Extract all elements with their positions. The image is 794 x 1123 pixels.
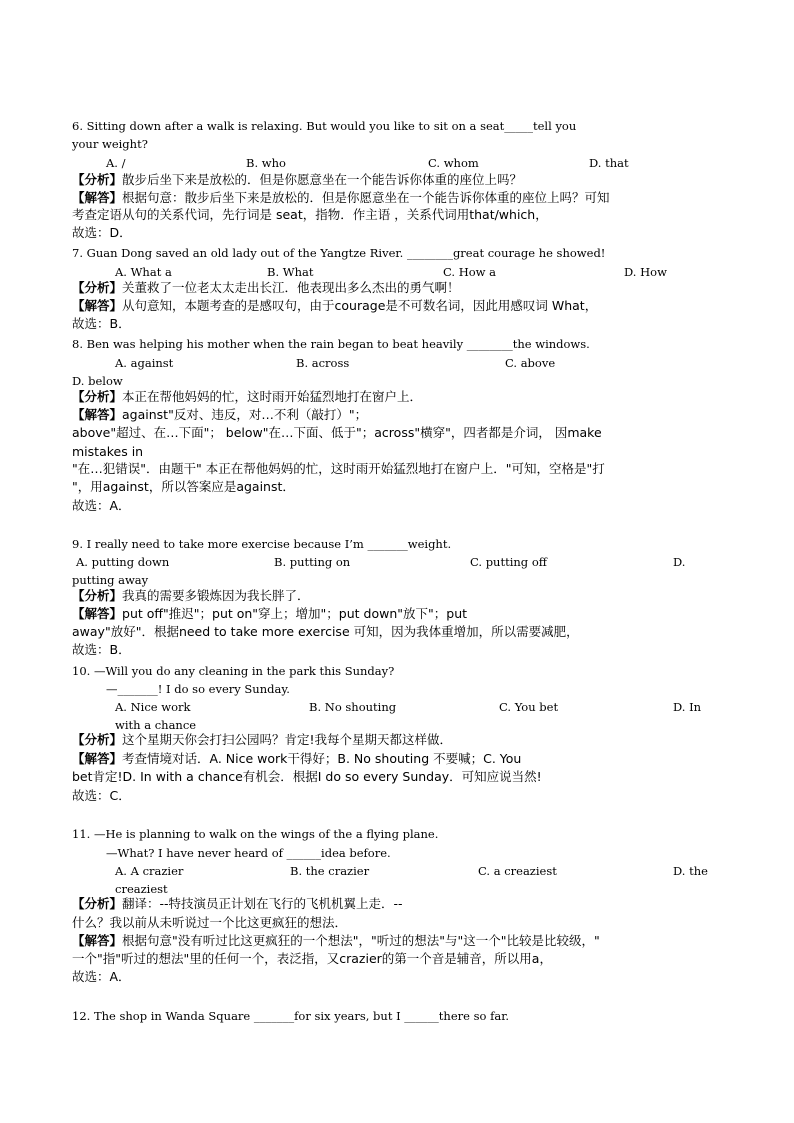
analysis-tag: 【分析】 <box>72 732 123 747</box>
question-6-stem-line-2: your weight? <box>72 137 148 151</box>
question-11-answer <box>72 932 600 950</box>
question-10-stem-line-1: 10. —Will you do any cleaning in the park this Sunday? <box>72 664 395 678</box>
question-10-answer <box>72 750 521 768</box>
question-8-analysis <box>72 388 422 406</box>
question-7-choice: 故选：B． <box>72 316 131 331</box>
question-6-option-a: A. / <box>106 156 126 170</box>
question-10-option-d: D. In <box>673 700 702 714</box>
question-6-choice: 故选：D． <box>72 225 132 240</box>
question-8-option-c: C. above <box>505 356 556 370</box>
question-11-analysis-line-2: 什么？我以前从未听说过一个比这更疯狂的想法． <box>72 915 348 930</box>
answer-tag: 【解答】 <box>72 298 123 313</box>
question-11-option-b: B. the crazier <box>290 864 370 878</box>
analysis-text: 我真的需要多锻炼因为我长胖了． <box>122 588 310 603</box>
question-10-option-c: C. You bet <box>499 700 559 714</box>
answer-text: 根据句意"没有听过比这更疯狂的一个想法"，"听过的想法"与"这一个"比较是比较级，" <box>122 933 600 948</box>
question-8-choice: 故选：A． <box>72 498 131 513</box>
question-7-option-c: C. How a <box>443 265 497 279</box>
question-7-answer <box>72 297 597 315</box>
question-7-option-a: A. What a <box>115 265 172 279</box>
question-7-option-d: D. How <box>624 265 667 279</box>
question-6-option-d: D. that <box>589 156 629 170</box>
analysis-text: 关董救了一位老太太走出长江．他表现出多么杰出的勇气啊！ <box>122 280 460 295</box>
question-7-analysis <box>72 279 460 297</box>
question-9-choice: 故选：B． <box>72 642 131 657</box>
analysis-text: 散步后坐下来是放松的．但是你愿意坐在一个能告诉你体重的座位上吗？ <box>122 172 523 187</box>
question-9-analysis <box>72 587 310 605</box>
answer-text: 从句意知，本题考查的是感叹句，由于courage是不可数名词，因此用感叹词 What， <box>122 298 598 313</box>
answer-text: 考查情境对话．A. Nice work干得好；B. No shouting 不要喊；C. You <box>122 751 522 766</box>
question-8-answer <box>72 406 367 424</box>
question-8-option-d: D. below <box>72 374 123 388</box>
question-11-answer-line-2: 一个"指"听过的想法"里的任何一个，表泛指，又crazier的第一个音是辅音，所以用a， <box>72 951 552 966</box>
question-10-choice: 故选：C． <box>72 788 131 803</box>
question-8-option-b: B. across <box>296 356 350 370</box>
question-11-stem-line-1: 11. —He is planning to walk on the wings of the a flying plane. <box>72 827 439 841</box>
question-9-stem: 9. I really need to take more exercise because I’m _______weight. <box>72 537 452 551</box>
question-10-analysis <box>72 731 452 749</box>
question-10-answer-line-2: bet肯定!D. In with a chance有机会．根据I do so every Sunday．可知应说当然! <box>72 769 542 784</box>
question-7-option-b: B. What <box>267 265 314 279</box>
question-9-option-b: B. putting on <box>274 555 351 569</box>
answer-text: 根据句意：散步后坐下来是放松的．但是你愿意坐在一个能告诉你体重的座位上吗？可知 <box>122 190 610 205</box>
question-6-analysis <box>72 171 522 189</box>
question-11-option-c: C. a creaziest <box>478 864 557 878</box>
question-8-option-a: A. against <box>115 356 174 370</box>
analysis-tag: 【分析】 <box>72 389 123 404</box>
question-8-stem: 8. Ben was helping his mother when the rain began to beat heavily ________the windows. <box>72 337 590 351</box>
answer-text: against"反对、违反，对…不利（敲打）"； <box>122 407 368 422</box>
question-11-stem-line-2: —What? I have never heard of ______idea before. <box>106 846 391 860</box>
question-8-answer-line-3: mistakes in <box>72 444 144 459</box>
answer-tag: 【解答】 <box>72 190 123 205</box>
question-9-option-d: D. <box>673 555 686 569</box>
answer-tag: 【解答】 <box>72 933 123 948</box>
analysis-tag: 【分析】 <box>72 280 123 295</box>
question-9-option-a: A. putting down <box>76 555 170 569</box>
question-9-answer <box>72 605 467 623</box>
analysis-tag: 【分析】 <box>72 172 123 187</box>
analysis-text: 这个星期天你会打扫公园吗？肯定!我每个星期天都这样做． <box>122 732 453 747</box>
question-10-option-a: A. Nice work <box>115 700 191 714</box>
question-10-stem-line-2: —_______! I do so every Sunday. <box>106 682 290 696</box>
question-8-answer-line-5: "，用against，所以答案应是against． <box>72 479 295 494</box>
answer-tag: 【解答】 <box>72 407 123 422</box>
analysis-text: 翻译：--特技演员正计划在飞行的飞机机翼上走．-- <box>122 896 403 911</box>
question-8-answer-line-4: "在…犯错误"．由题干" 本正在帮他妈妈的忙，这时雨开始猛烈地打在窗户上．"可知，空格是"打 <box>72 461 605 476</box>
question-11-choice: 故选：A． <box>72 969 131 984</box>
question-9-answer-line-2: away"放好"．根据need to take more exercise 可知，因为我体重增加，所以需要减肥， <box>72 624 579 639</box>
question-6-option-c: C. whom <box>428 156 479 170</box>
question-8-answer-line-2: above"超过、在…下面"； below"在…下面、低于"；across"横穿"，四者都是介词， 因make <box>72 425 602 440</box>
question-12-stem: 12. The shop in Wanda Square _______for six years, but I ______there so far. <box>72 1009 510 1023</box>
question-11-analysis <box>72 895 403 913</box>
question-11-option-d: D. the <box>673 864 708 878</box>
analysis-tag: 【分析】 <box>72 896 123 911</box>
analysis-text: 本正在帮他妈妈的忙，这时雨开始猛烈地打在窗户上． <box>122 389 423 404</box>
question-6-answer-line-2: 考查定语从句的关系代词，先行词是 seat，指物．作主语 ，关系代词用that/which， <box>72 207 548 222</box>
question-6-answer <box>72 189 610 207</box>
question-9-option-d-text: putting away <box>72 573 149 587</box>
question-10-option-d-text: with a chance <box>115 718 197 732</box>
question-11-option-d-text: creaziest <box>115 882 168 896</box>
question-6-stem-line-1: 6. Sitting down after a walk is relaxing. But would you like to sit on a seat_____tell you <box>72 119 577 133</box>
question-6-option-b: B. who <box>246 156 286 170</box>
question-7-stem: 7. Guan Dong saved an old lady out of the Yangtze River. ________great courage he showed! <box>72 246 606 260</box>
answer-tag: 【解答】 <box>72 751 123 766</box>
question-11-option-a: A. A crazier <box>115 864 184 878</box>
analysis-tag: 【分析】 <box>72 588 123 603</box>
answer-tag: 【解答】 <box>72 606 123 621</box>
question-10-option-b: B. No shouting <box>309 700 397 714</box>
question-9-option-c: C. putting off <box>470 555 547 569</box>
answer-text: put off"推迟"；put on"穿上；增加"；put down"放下"；put <box>122 606 468 621</box>
